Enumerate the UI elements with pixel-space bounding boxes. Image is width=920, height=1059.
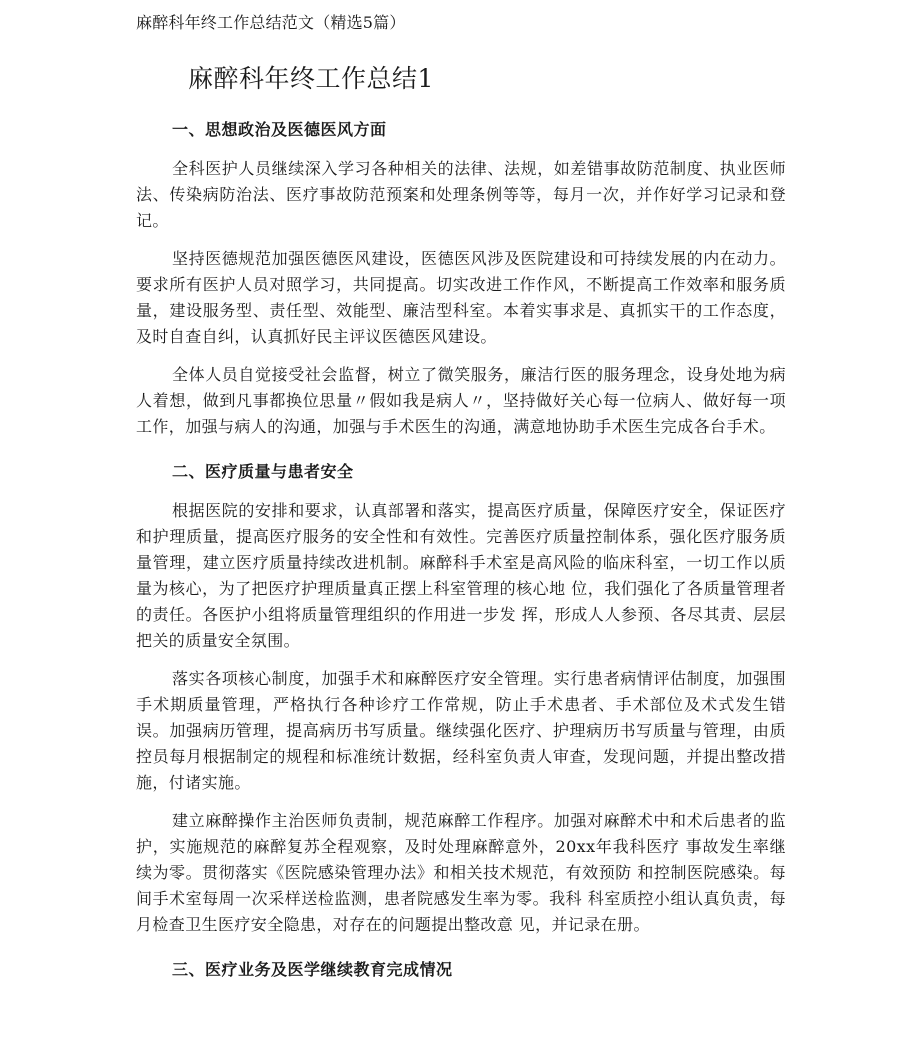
paragraph: 落实各项核心制度，加强手术和麻醉医疗安全管理。实行患者病情评估制度，加强围手术期质量管理，严格执行各种诊疗工作常规，防止手术患者、手术部位及术式发生错误。加强病历管理，提高病历书写质量。继续强化医疗、护理病历书写质量与管理，由质控员每月根据制定的规程和标准统计数据，经科室负责人审查，发现问题，并提出整改措施，付诸实施。 [136, 669, 786, 792]
section-heading: 一、思想政治及医德医风方面 [172, 120, 387, 139]
paragraph: 坚持医德规范加强医德医风建设，医德医风涉及医院建设和可持续发展的内在动力。要求所有医护人员对照学习，共同提高。切实改进工作作风，不断提高工作效率和服务质量，建设服务型、责任型、效能型、廉洁型科室。本着实事求是、真抓实干的工作态度，及时自查自纠，认真抓好民主评议医德医风建设。 [136, 249, 786, 346]
paragraph: 建立麻醉操作主治医师负责制，规范麻醉工作程序。加强对麻醉术中和术后患者的监护，实施规范的麻醉复苏全程观察，及时处理麻醉意外，20xx年我科医疗 事故发生率继续为零。贯彻落实《医院感染管理办法》和相关技术规范，有效预防 和控制医院感染。每间手术室每周一次采样送检监测，患者院感发生率为零。我科 科室质控小组认真负责，每月检查卫生医疗安全隐患，对存在的问题提出整改意 见，并记录在册。 [136, 811, 786, 934]
paragraph: 全科医护人员继续深入学习各种相关的法律、法规，如差错事故防范制度、执业医师法、传染病防治法、医疗事故防范预案和处理条例等等，每月一次，并作好学习记录和登记。 [136, 159, 786, 230]
document-header: 麻醉科年终工作总结范文（精选5篇） [136, 13, 406, 32]
section-2 [136, 460, 786, 938]
document-title: 麻醉科年终工作总结1 [188, 64, 434, 93]
paragraph: 根据医院的安排和要求，认真部署和落实，提高医疗质量，保障医疗安全，保证医疗和护理质量，提高医疗服务的安全性和有效性。完善医疗质量控制体系，强化医疗服务质量管理，建立医疗质量持续改进机制。麻醉科手术室是高风险的临床科室，一切工作以质量为核心，为了把医疗护理质量真正摆上科室管理的核心地 位，我们强化了各质量管理者的责任。各医护小组将质量管理组织的作用进一步发 挥，形成人人参预、各尽其责、层层把关的质量安全氛围。 [136, 501, 786, 650]
section-heading: 三、医疗业务及医学继续教育完成情况 [172, 960, 453, 979]
section-1 [136, 118, 786, 440]
document-body [136, 118, 786, 996]
section-3 [136, 958, 786, 982]
paragraph: 全体人员自觉接受社会监督，树立了微笑服务，廉洁行医的服务理念，设身处地为病人着想，做到凡事都换位思量〃假如我是病人〃，坚持做好关心每一位病人、做好每一项工作，加强与病人的沟通，加强与手术医生的沟通，满意地协助手术医生完成各台手术。 [136, 365, 786, 436]
section-heading: 二、医疗质量与患者安全 [172, 462, 354, 481]
